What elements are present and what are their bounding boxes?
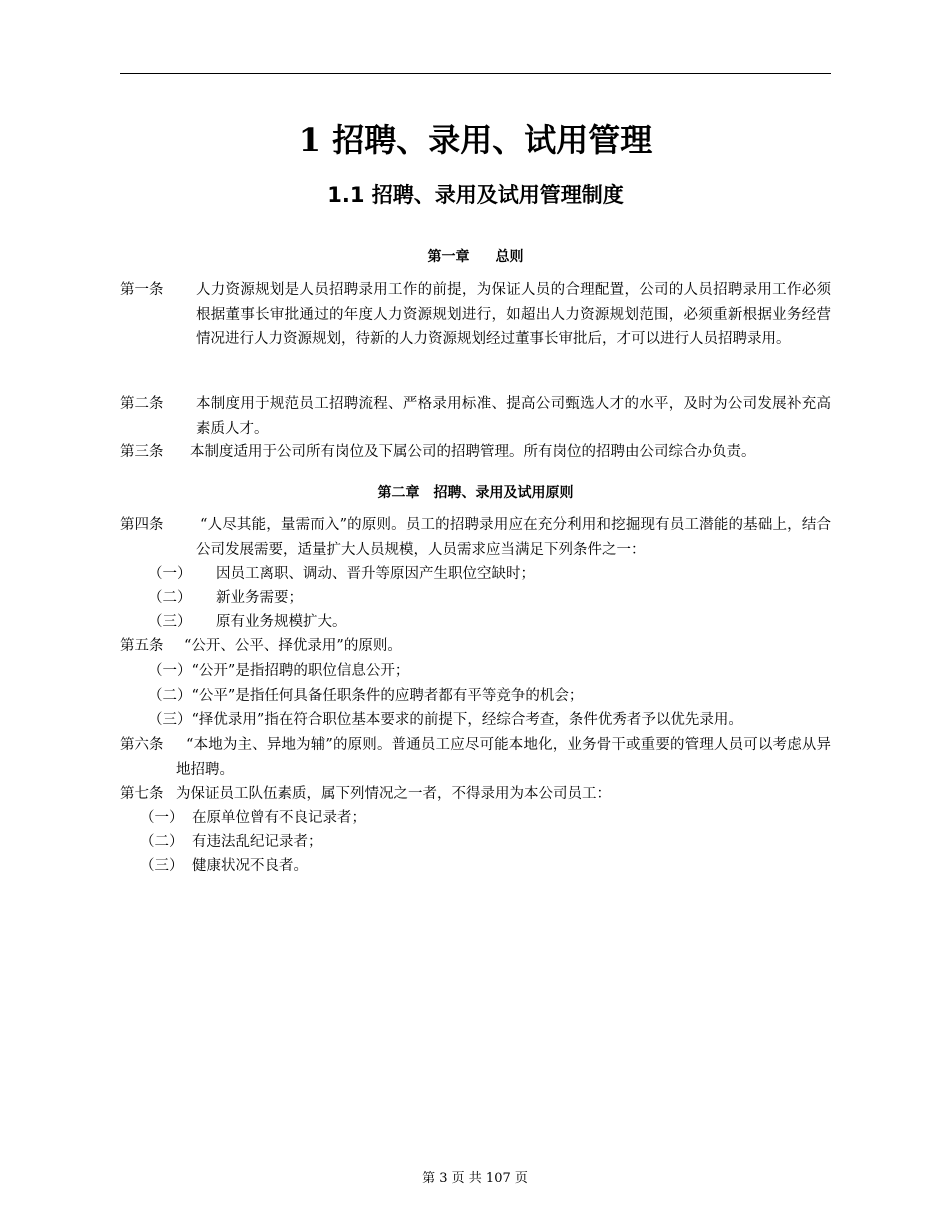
article-5-item-3-tag: （三） — [148, 712, 192, 728]
article-1-number: 第一条 — [120, 282, 164, 298]
article-5-number: 第五条 — [120, 638, 164, 654]
article-5-item-3 — [148, 708, 743, 733]
article-4-item-2-tag: （二） — [148, 590, 192, 606]
article-7-item-2 — [140, 830, 323, 855]
article-7-item-3-text: 健康状况不良者。 — [192, 858, 308, 874]
article-4-item-3-text: 原有业务规模扩大。 — [216, 614, 347, 630]
chapter-1-name: 总则 — [495, 249, 524, 265]
article-4-item-2-text: 新业务需要； — [216, 590, 303, 606]
article-4-item-3 — [148, 610, 347, 635]
article-7-item-1-text: 在原单位曾有不良记录者； — [192, 810, 366, 826]
article-1-text: 人力资源规划是人员招聘录用工作的前提，为保证人员的合理配置，公司的人员招聘录用工作必须根据董事长审批通过的年度人力资源规划进行，如超出人力资源规划范围，必须重新根据业务经营情况进行人力资源规划，待新的人力资源规划经过董事长审批后，才可以进行人员招聘录用。 — [196, 282, 831, 347]
article-4-text: “人尽其能，量需而入”的原则。员工的招聘录用应在充分利用和挖掘现有员工潜能的基础上，结合公司发展需要，适量扩大人员规模，人员需求应当满足下列条件之一： — [196, 517, 831, 558]
article-3-text: 本制度适用于公司所有岗位及下属公司的招聘管理。所有岗位的招聘由公司综合办负责。 — [190, 444, 756, 460]
article-7-item-1-tag: （一） — [140, 810, 184, 826]
article-2-text: 本制度用于规范员工招聘流程、严格录用标准、提高公司甄选人才的水平，及时为公司发展补充高素质人才。 — [196, 396, 831, 437]
header-rule — [120, 73, 831, 74]
article-3 — [120, 440, 756, 465]
article-7-number: 第七条 — [120, 786, 164, 802]
article-5-item-1 — [148, 659, 409, 684]
chapter-1-heading — [120, 247, 831, 267]
article-5-item-3-text: “择优录用”指在符合职位基本要求的前提下，经综合考查，条件优秀者予以优先录用。 — [191, 712, 743, 728]
page-footer: 第 3 页 共 107 页 — [422, 1171, 528, 1186]
article-4-item-2 — [148, 586, 303, 611]
article-7-item-1 — [140, 806, 366, 831]
article-4-item-1-tag: （一） — [148, 566, 192, 582]
article-1 — [120, 278, 831, 352]
article-2 — [120, 392, 831, 441]
article-7 — [120, 782, 611, 807]
article-7-item-3-tag: （三） — [140, 858, 184, 874]
article-7-text: 为保证员工队伍素质，属下列情况之一者，不得录用为本公司员工： — [176, 786, 611, 802]
article-3-number: 第三条 — [120, 444, 164, 460]
page-title: 1 招聘、录用、试用管理 — [298, 121, 653, 159]
article-4-item-3-tag: （三） — [148, 614, 192, 630]
article-5-item-2-tag: （二） — [148, 688, 192, 704]
article-4-number: 第四条 — [120, 517, 164, 533]
article-7-item-3 — [140, 854, 308, 879]
article-7-item-2-tag: （二） — [140, 834, 184, 850]
article-4-item-1 — [148, 562, 535, 587]
chapter-1-label: 第一章 — [427, 249, 470, 265]
article-6-number: 第六条 — [120, 737, 164, 753]
section-title: 1.1 招聘、录用及试用管理制度 — [327, 183, 624, 207]
article-4-item-1-text: 因员工离职、调动、晋升等原因产生职位空缺时； — [216, 566, 535, 582]
article-5-item-2-text: “公平”是指任何具备任职条件的应聘者都有平等竞争的机会； — [191, 688, 584, 704]
article-5-item-2 — [148, 684, 583, 709]
article-6-text: “本地为主、异地为辅”的原则。普通员工应尽可能本地化，业务骨干或重要的管理人员可以考虑从异地招聘。 — [176, 737, 831, 778]
article-4 — [120, 513, 831, 562]
article-2-number: 第二条 — [120, 396, 164, 412]
article-7-item-2-text: 有违法乱纪记录者； — [192, 834, 323, 850]
article-5-item-1-tag: （一） — [148, 663, 192, 679]
chapter-2-heading: 第二章 招聘、录用及试用原则 — [377, 485, 574, 501]
article-5-text: “公开、公平、择优录用”的原则。 — [184, 638, 402, 654]
article-5 — [120, 634, 402, 659]
article-5-item-1-text: “公开”是指招聘的职位信息公开； — [191, 663, 410, 679]
article-6 — [120, 733, 831, 782]
